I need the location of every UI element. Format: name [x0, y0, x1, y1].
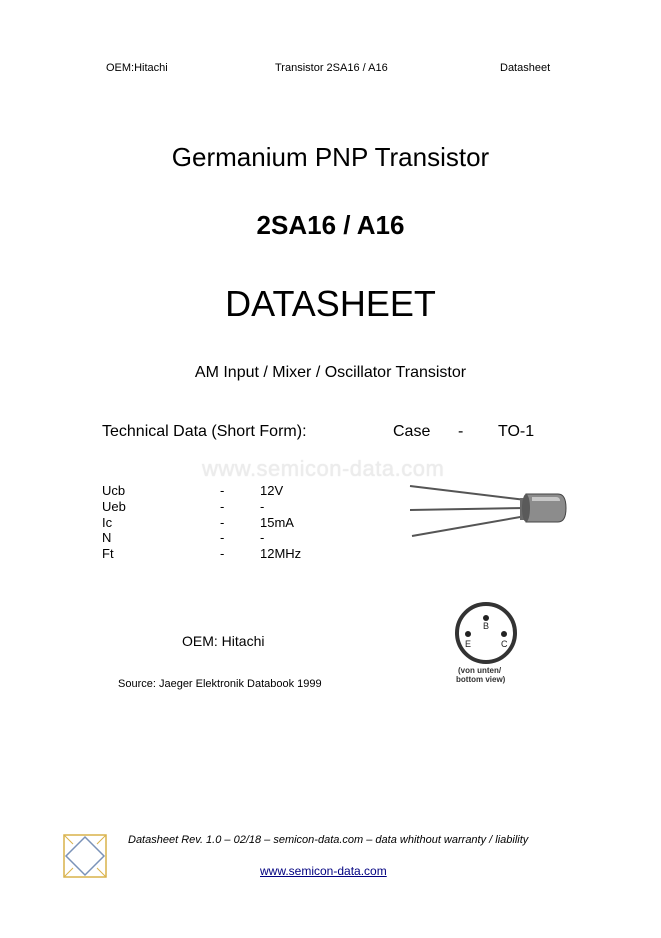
pinout-diagram [446, 602, 526, 688]
spec-value: - [260, 530, 265, 545]
tech-data-label: Technical Data (Short Form): [102, 423, 307, 440]
spec-dash: - [220, 546, 225, 561]
transistor-image [408, 478, 568, 540]
footer-link[interactable]: www.semicon-data.com [260, 864, 387, 878]
title-device-type: Germanium PNP Transistor [171, 142, 490, 172]
semicon-logo [63, 834, 107, 878]
footer-revision: Datasheet Rev. 1.0 – 02/18 – semicon-data.com – data whithout warranty / liability [128, 834, 529, 846]
pinout-caption-2: bottom view) [456, 675, 506, 684]
spec-dash: - [220, 515, 225, 530]
pinout-caption-1: (von unten/ [458, 666, 502, 675]
pin-e-label: E [465, 639, 472, 649]
pin-c-label: C [501, 639, 508, 649]
spec-param: Ueb [102, 499, 126, 514]
case-dash: - [458, 423, 464, 440]
spec-dash: - [220, 483, 225, 498]
subtitle-application: AM Input / Mixer / Oscillator Transistor [194, 364, 467, 381]
case-value: TO-1 [498, 423, 535, 440]
pin-b-label: B [483, 621, 490, 631]
spec-value: 12V [260, 483, 284, 498]
title-part-number: 2SA16 / A16 [256, 210, 405, 240]
case-label: Case [393, 423, 431, 440]
title-datasheet: DATASHEET [225, 283, 436, 324]
oem-line: OEM: Hitachi [182, 633, 265, 649]
spec-param: Ic [102, 515, 113, 530]
spec-param: Ft [102, 546, 114, 561]
spec-value: - [260, 499, 265, 514]
pin-c-dot [501, 631, 507, 637]
header-oem: OEM:Hitachi [106, 62, 168, 74]
pin-e-dot [465, 631, 471, 637]
source-line: Source: Jaeger Elektronik Databook 1999 [118, 678, 322, 690]
watermark: www.semicon-data.com [202, 456, 445, 481]
spec-value: 12MHz [260, 546, 302, 561]
spec-dash: - [220, 530, 225, 545]
spec-value: 15mA [260, 515, 294, 530]
header-part: Transistor 2SA16 / A16 [275, 62, 388, 74]
spec-param: N [102, 530, 112, 545]
header-doc-type: Datasheet [500, 62, 551, 74]
spec-dash: - [220, 499, 225, 514]
spec-param: Ucb [102, 483, 126, 498]
